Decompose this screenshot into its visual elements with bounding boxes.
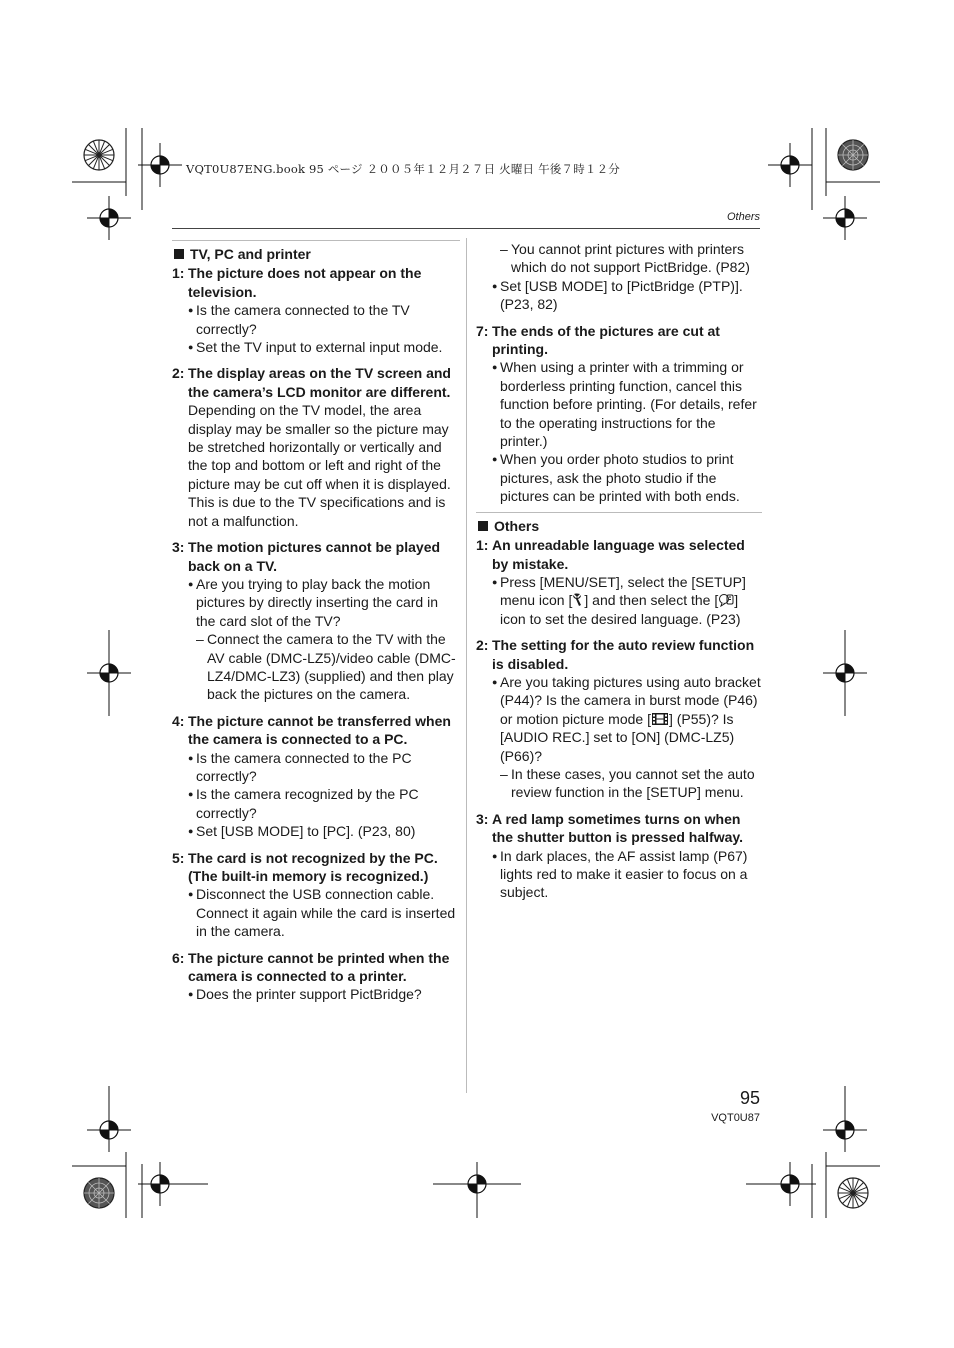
header-section-label: Others (726, 211, 760, 223)
faq-question: The setting for the auto review function is disabled. (492, 637, 755, 672)
printer-slug-line: VQT0U87ENG.book 95 ページ ２００５年１２月２７日 火曜日 午後７時１２分 (186, 162, 620, 176)
language-icon (718, 593, 734, 607)
bullet-icon: ● (492, 454, 498, 465)
bullet-icon: ● (188, 342, 194, 353)
faq-question: The picture cannot be printed when the camera is connected to a printer. (188, 949, 450, 985)
faq-item-4: 4: The picture cannot be transferred when the camera is connected to a PC. ● Is the camera connected to the PC correctly? ● Is the camera recognized by the PC correctly? ● Set [USB MODE] to [PC]. (P23, 80) (172, 712, 460, 841)
bullet-icon: ● (188, 889, 194, 900)
bullet-icon: ● (188, 578, 194, 589)
bullet-icon: ● (188, 789, 194, 800)
faq-question: A red lamp sometimes turns on when the shutter button is pressed halfway. (492, 810, 744, 846)
faq-item-1: 1: The picture does not appear on the television. ● Is the camera connected to the TV correctly? ● Set the TV input to external input mode. (172, 264, 460, 356)
section-heading-tv-pc-printer: TV, PC and printer (172, 245, 460, 263)
faq-item-7: 7: The ends of the pictures are cut at printing. ● When using a printer with a trimming or borderless printing function, cancel this function before printing. (For details, refer to the operating instructions for the printer.) ● When you order photo studios to print pictures, ask the photo studio if the pictures can be printed with both ends. (476, 322, 762, 506)
left-column (172, 240, 460, 1004)
faq-question: The picture does not appear on the television. (188, 265, 422, 300)
bullet-icon: ● (188, 989, 194, 1000)
page-number: 95 (739, 1088, 760, 1108)
faq-others-item-1: 1: An unreadable language was selected by mistake. ● Press [MENU/SET], select the [SETUP] menu icon [ ] and then select the [ ] icon to set the desired language. (P23) (476, 536, 762, 628)
bullet-icon: ● (492, 280, 498, 291)
bullet-icon: ● (492, 576, 498, 587)
bullet-icon: ● (188, 305, 194, 316)
bullet-icon: ● (188, 826, 194, 837)
faq-question: The motion pictures cannot be played back on a TV. (188, 539, 441, 574)
model-code: VQT0U87 (711, 1112, 760, 1124)
faq-item-5: 5: The card is not recognized by the PC. (The built-in memory is recognized.) ● Disconnect the USB connection cable. Connect it again while the card is inserted in the camera. (172, 849, 460, 941)
faq-answer-paragraph: Depending on the TV model, the area display may be smaller so the picture may be stretched horizontally or vertically and the top and bottom or left and right of the picture may be cut off when it is displayed. This is due to the TV specifications and is not a malfunction. (188, 402, 451, 529)
continued-bullet: ● Set [USB MODE] to [PictBridge (PTP)]. (P23, 82) (492, 277, 743, 313)
bullet-icon: ● (492, 362, 498, 373)
right-column (476, 240, 762, 902)
continued-dash: – You cannot print pictures with printers which do not support PictBridge. (P82) (500, 241, 750, 276)
header-rule (172, 228, 760, 229)
motion-picture-icon (651, 712, 669, 726)
faq-item-6: 6: The picture cannot be printed when the camera is connected to a printer. ● Does the printer support PictBridge? (172, 949, 460, 1004)
section-top-rule (172, 240, 460, 241)
section-top-rule (476, 512, 762, 513)
faq-question: The ends of the pictures are cut at printing. (492, 322, 720, 358)
square-bullet-icon (478, 521, 488, 531)
faq-item-2: 2: The display areas on the TV screen and the camera’s LCD monitor are different. Depending on the TV model, the area display may be smaller so the picture may be stretched horizontally or vertically and the top and bottom or left and right of the picture may be cut off when it is displayed. This is due to the TV specifications and is not a malfunction. (172, 364, 460, 530)
wrench-setup-icon (572, 593, 584, 607)
faq-item-3: 3: The motion pictures cannot be played back on a TV. ● Are you trying to play back the motion pictures by directly inserting the card in the card slot of the TV? – Connect the camera to the TV with the AV cable (DMC-LZ5)/video cable (DMC-LZ4/DMC-LZ3) (supplied) and then play back the pictures on the camera. (172, 538, 460, 704)
bullet-icon: ● (492, 676, 498, 687)
faq-question: The display areas on the TV screen and the camera’s LCD monitor are different. (188, 365, 451, 400)
square-bullet-icon (174, 249, 184, 259)
faq-others-item-2: 2: The setting for the auto review function is disabled. ● Are you taking pictures using auto bracket (P44)? Is the camera in burst mode (P46) or motion picture mode [ ] (P55)? Is [AUDIO REC.] set to [ON] (DMC-LZ5) (P66)? – In these cases, you cannot set the auto review function in the [SETUP] menu. (476, 637, 761, 801)
bullet-icon: ● (492, 850, 498, 861)
faq-question: The picture cannot be transferred when the camera is connected to a PC. (188, 712, 451, 748)
faq-question: An unreadable language was selected by mistake. (492, 537, 745, 572)
faq-others-item-3: 3: A red lamp sometimes turns on when the shutter button is pressed halfway. ● In dark places, the AF assist lamp (P67) lights red to make it easier to focus on a subject. (476, 810, 762, 902)
column-divider (466, 238, 467, 1093)
bullet-icon: ● (188, 752, 194, 763)
faq-question: The card is not recognized by the PC. (The built-in memory is recognized.) (188, 849, 438, 884)
section-heading-others: Others (476, 517, 762, 535)
